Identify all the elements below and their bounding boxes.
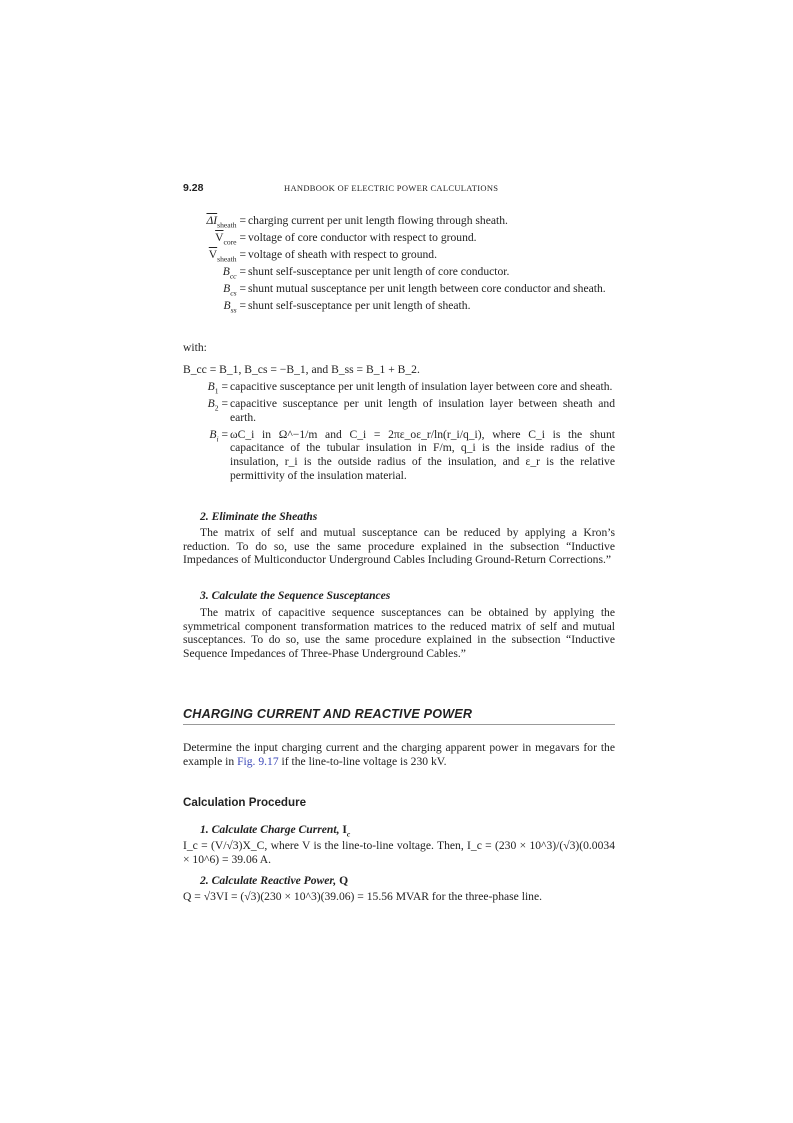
definition-text: voltage of sheath with respect to ground. [248,248,437,262]
step-heading-eliminate-sheaths: 2. Eliminate the Sheaths [200,510,318,523]
definition-symbol: $B_{cc}$ = [222,265,246,281]
definition-symbol: $B_i$ = [209,427,228,444]
equation-text: B_cc = B_1, B_cs = −B_1, and B_ss = B_1 + B_2. [183,363,420,376]
page-number: 9.28 [183,182,204,194]
definition-item [183,380,615,394]
paragraph-reactive-power: Q = √3VI = (√3)(230 × 10^3)(39.06) = 15.56 MVAR for the three-phase line. [183,890,543,903]
definition-text: shunt mutual susceptance per unit length between core conductor and sheath. [248,282,606,296]
definition-item [183,265,615,279]
definition-item [183,282,615,296]
definition-item [183,299,615,313]
definition-text: ωC_i in Ω^−1/m and C_i = 2πε_oε_r/ln(r_i/q_i), where C_i is the shunt capacitance of the tubular insulation in F/m, q_i is the inside radius of the insulation, r_i is the outside radius of the insulation, and ε_r is the relative permittivity of the insulation material. [230,427,615,482]
definitions-list-1 [183,214,615,317]
definition-item [183,231,615,245]
paragraph-sequence-susceptances: The matrix of capacitive sequence susceptances can be obtained by applying the symmetrical component transformation matrices to the reduced matrix of self and mutual susceptances. To do so, use the same procedure explained in the subsection “Inductive Sequence Impedances of Three-Phase Underground Cables.” [183,606,615,660]
step-heading-charge-current: 1. Calculate Charge Current, $I_c$ [200,823,351,839]
paragraph-eliminate-sheaths: The matrix of self and mutual susceptance can be reduced by applying a Kron’s reduction. To do so, use the same procedure explained in the subsection “Inductive Impedances of Multiconductor Underground Cables Including Ground-Return Corrections.” [183,526,615,567]
definition-text: capacitive susceptance per unit length of insulation layer between sheath and earth. [230,397,615,424]
definition-symbol: $\overline{\Delta I}_{sheath}$ = [206,214,246,230]
definition-text: voltage of core conductor with respect to ground. [248,231,477,245]
calculation-procedure-heading: Calculation Procedure [183,796,307,809]
figure-link[interactable]: Fig. 9.17 [237,754,279,768]
definition-text: capacitive susceptance per unit length of insulation layer between core and sheath. [230,380,613,393]
running-head [183,182,615,196]
definition-symbol: $B_{cs}$ = [223,282,246,298]
section-intro [183,741,615,768]
definition-text: charging current per unit length flowing through sheath. [248,214,508,227]
equation-line [183,363,615,377]
definition-item [183,397,615,424]
book-title: HANDBOOK OF ELECTRIC POWER CALCULATIONS [284,183,499,193]
definition-item [183,248,615,262]
definition-text: shunt self-susceptance per unit length of core conductor. [248,265,510,279]
definition-symbol: $B_{ss}$ = [223,299,246,315]
paragraph-charge-current: I_c = (V/√3)X_C, where V is the line-to-line voltage. Then, I_c = (230 × 10^3)/(√3)(0.0034 × 10^6) = 39.06 A. [183,839,615,866]
section-rule [183,724,615,725]
definition-symbol: $\overline{V}_{core}$ = [215,231,246,247]
with-label: with: [183,341,207,354]
intro-text: Determine the input charging current and the charging apparent power in megavars for the example in [183,741,615,768]
definition-item [183,428,615,482]
section-title: CHARGING CURRENT AND REACTIVE POWER [183,707,473,721]
step-heading-reactive-power: 2. Calculate Reactive Power, Q [200,874,349,887]
definition-symbol: $B_1$ = [207,380,228,396]
intro-text-end: if the line-to-line voltage is 230 kV. [278,754,447,768]
definition-symbol: $\overline{V}_{sheath}$ = [208,248,246,264]
definition-text: shunt self-susceptance per unit length of sheath. [248,299,471,313]
definition-symbol: $B_2$ = [207,397,228,413]
definition-item [183,214,615,228]
step-heading-sequence-susceptances: 3. Calculate the Sequence Susceptances [200,589,391,602]
definitions-list-2 [183,380,615,486]
